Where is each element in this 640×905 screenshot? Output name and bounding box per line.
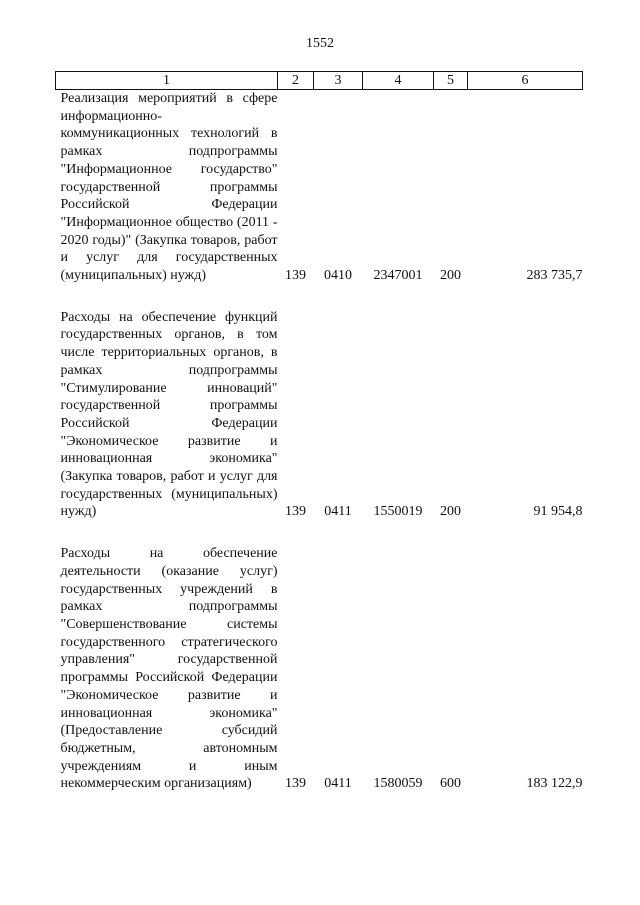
row-amount: 283 735,7: [526, 268, 583, 284]
row-code-col5: 200: [440, 504, 461, 520]
table-header-row: [56, 72, 583, 90]
column-header-6: 6: [468, 72, 583, 90]
table-row: [56, 309, 583, 521]
row-code-col2: 139: [285, 268, 306, 284]
row-code-col5: 200: [440, 268, 461, 284]
row-code-col3: 0411: [324, 776, 352, 792]
row-code-col3: 0410: [324, 268, 352, 284]
page-number: 1552: [306, 36, 334, 51]
row-code-col4: 2347001: [373, 268, 423, 284]
budget-table: [55, 71, 583, 793]
row-code-col4: 1580059: [373, 776, 423, 792]
row-code-col3: 0411: [324, 504, 352, 520]
column-header-4: 4: [363, 72, 434, 90]
column-header-3: 3: [314, 72, 363, 90]
table-row: [56, 90, 583, 285]
row-description: Расходы на обеспечение деятельности (оказание услуг) государственных учреждений в рамках подпрограммы "Совершенствование системы государственного стратегического управления" государственной программы Российской Федерации "Экономическое развитие и инновационная экономика" (Предоставление субсидий бюджетным, автономным учреждениям и иным некоммерческим организациям): [60, 546, 278, 792]
column-header-1: 1: [56, 72, 278, 90]
row-code-col4: 1550019: [373, 504, 423, 520]
column-header-2: 2: [278, 72, 314, 90]
column-header-5: 5: [434, 72, 468, 90]
row-spacer: [56, 285, 583, 309]
table-row: [56, 545, 583, 793]
row-description: Расходы на обеспечение функций государственных органов, в том числе территориальных органов, в рамках подпрограммы "Стимулирование инноваций" государственной программы Российской Федерации "Экономическое развитие и инновационная экономика" (Закупка товаров, работ и услуг для государственных (муниципальных) нужд): [60, 309, 278, 520]
row-spacer: [56, 521, 583, 545]
row-code-col2: 139: [285, 504, 306, 520]
row-code-col5: 600: [440, 776, 461, 792]
row-amount: 91 954,8: [533, 504, 583, 520]
row-amount: 183 122,9: [526, 776, 583, 792]
row-code-col2: 139: [285, 776, 306, 792]
row-description: Реализация мероприятий в сфере информационно-коммуникационных технологий в рамках подпрограммы "Информационное государство" государственной программы Российской Федерации "Информационное общество (2011 - 2020 годы)" (Закупка товаров, работ и услуг для государственных (муниципальных) нужд): [60, 91, 278, 284]
